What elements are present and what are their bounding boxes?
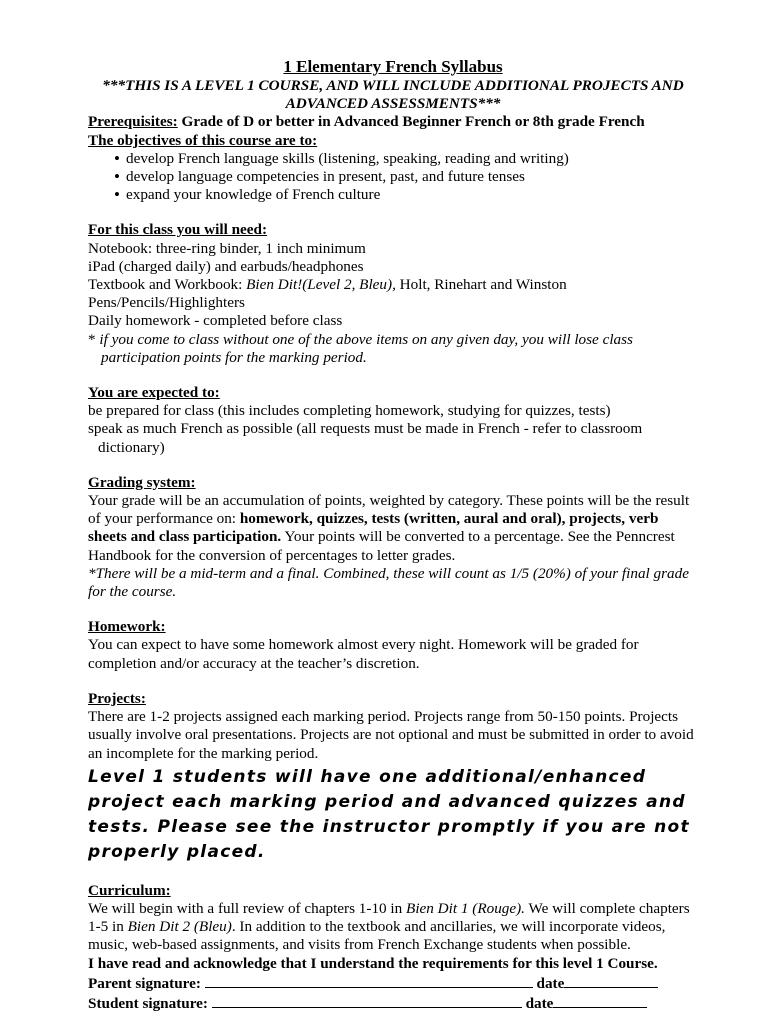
- parent-signature-field[interactable]: [205, 973, 533, 988]
- objectives-list: [88, 150, 698, 205]
- student-signature-row: [88, 993, 698, 1013]
- curriculum-text-2: We will complete chapters 1-5 in: [88, 899, 690, 936]
- curriculum-text-3: . In addition to the textbook and ancillaries, we will incorporate videos, music, web-based assignments, and visits from French Exchange students when possible.: [88, 918, 666, 954]
- textbook-suffix: Holt, Rinehart and Winston: [395, 276, 567, 294]
- list-item: • expand your knowledge of French culture: [114, 186, 698, 204]
- acknowledgement: I have read and acknowledge that I understand the requirements for this level 1 Course.: [88, 954, 658, 972]
- needs-notebook: Notebook: three-ring binder, 1 inch minimum: [88, 239, 366, 257]
- list-item: • develop French language skills (listening, speaking, reading and writing): [114, 150, 698, 168]
- needs-note: [88, 331, 698, 367]
- homework-heading: Homework:: [88, 618, 166, 636]
- objectives-heading: The objectives of this course are to:: [88, 131, 318, 149]
- note-star: *: [88, 330, 100, 348]
- prerequisites-label: Prerequisites:: [88, 113, 178, 131]
- prerequisites: [88, 113, 698, 131]
- prerequisites-text: Grade of D or better in Advanced Beginner French or 8th grade French: [177, 113, 645, 131]
- student-date-field[interactable]: [553, 993, 647, 1008]
- projects-heading: Projects:: [88, 689, 146, 707]
- textbook-title: Bien Dit!(Level 2, Bleu),: [246, 276, 396, 294]
- student-signature-label: Student signature:: [88, 994, 212, 1012]
- needs-homework: Daily homework - completed before class: [88, 312, 343, 330]
- curriculum-text-1: We will begin with a full review of chapters 1-10 in: [88, 899, 407, 917]
- grading-categories: homework, quizzes, tests (written, aural and oral), projects, verb sheets and class participation.: [88, 510, 659, 546]
- expected-line-1: be prepared for class (this includes completing homework, studying for quizzes, tests): [88, 402, 611, 420]
- book-title-rouge: Bien Dit 1 (Rouge).: [406, 899, 525, 917]
- projects-text: There are 1-2 projects assigned each marking period. Projects range from 50-150 points. Projects usually involve oral presentations. Projects are not optional and must be submitted in order to avoid an incomplete for the marking period.: [88, 708, 694, 762]
- student-signature-field[interactable]: [212, 993, 522, 1008]
- grading-text: [88, 492, 698, 565]
- curriculum-text: [88, 900, 698, 955]
- note-text: if you come to class without one of the above items on any given day, you will lose class participation points for the marking period.: [99, 330, 633, 366]
- parent-date-field[interactable]: [564, 973, 658, 988]
- needs-heading: For this class you will need:: [88, 221, 268, 239]
- parent-signature-row: [88, 973, 698, 993]
- student-date-label: date: [525, 994, 554, 1012]
- book-title-bleu: Bien Dit 2 (Bleu): [127, 918, 232, 936]
- grading-text-2: Your points will be converted to a percentage. See the Penncrest Handbook for the conversion of percentages to letter grades.: [88, 528, 675, 564]
- textbook-prefix: Textbook and Workbook:: [88, 276, 247, 294]
- parent-date-label: date: [536, 974, 565, 992]
- homework-text: You can expect to have some homework almost every night. Homework will be graded for completion and/or accuracy at the teacher’s discretion.: [88, 636, 639, 672]
- grading-note: *There will be a mid-term and a final. Combined, these will count as 1/5 (20%) of your final grade for the course.: [88, 564, 689, 601]
- parent-signature-label: Parent signature:: [88, 974, 205, 992]
- curriculum-heading: Curriculum:: [88, 881, 171, 899]
- expected-line-2: speak as much French as possible (all requests must be made in French - refer to classroom dictionary): [88, 420, 643, 456]
- level-notice: ***THIS IS A LEVEL 1 COURSE, AND WILL INCLUDE ADDITIONAL PROJECTS AND ADVANCED ASSESSMENTS***: [102, 77, 684, 113]
- list-item: • develop language competencies in present, past, and future tenses: [114, 168, 698, 186]
- grading-text-1: Your grade will be an accumulation of points, weighted by category. These points will be the result of your performance on:: [88, 492, 690, 528]
- grading-heading: Grading system:: [88, 473, 196, 491]
- needs-pens: Pens/Pencils/Highlighters: [88, 294, 245, 312]
- expected-heading: You are expected to:: [88, 384, 220, 402]
- needs-ipad: iPad (charged daily) and earbuds/headphones: [88, 257, 364, 275]
- level1-enhanced-notice: Level 1 students will have one additional/enhanced project each marking period and advanced quizzes and tests. Please see the instructor promptly if you are not properly placed.: [88, 766, 690, 862]
- document-title: 1 Elementary French Syllabus: [283, 57, 503, 76]
- needs-textbook: [88, 276, 698, 294]
